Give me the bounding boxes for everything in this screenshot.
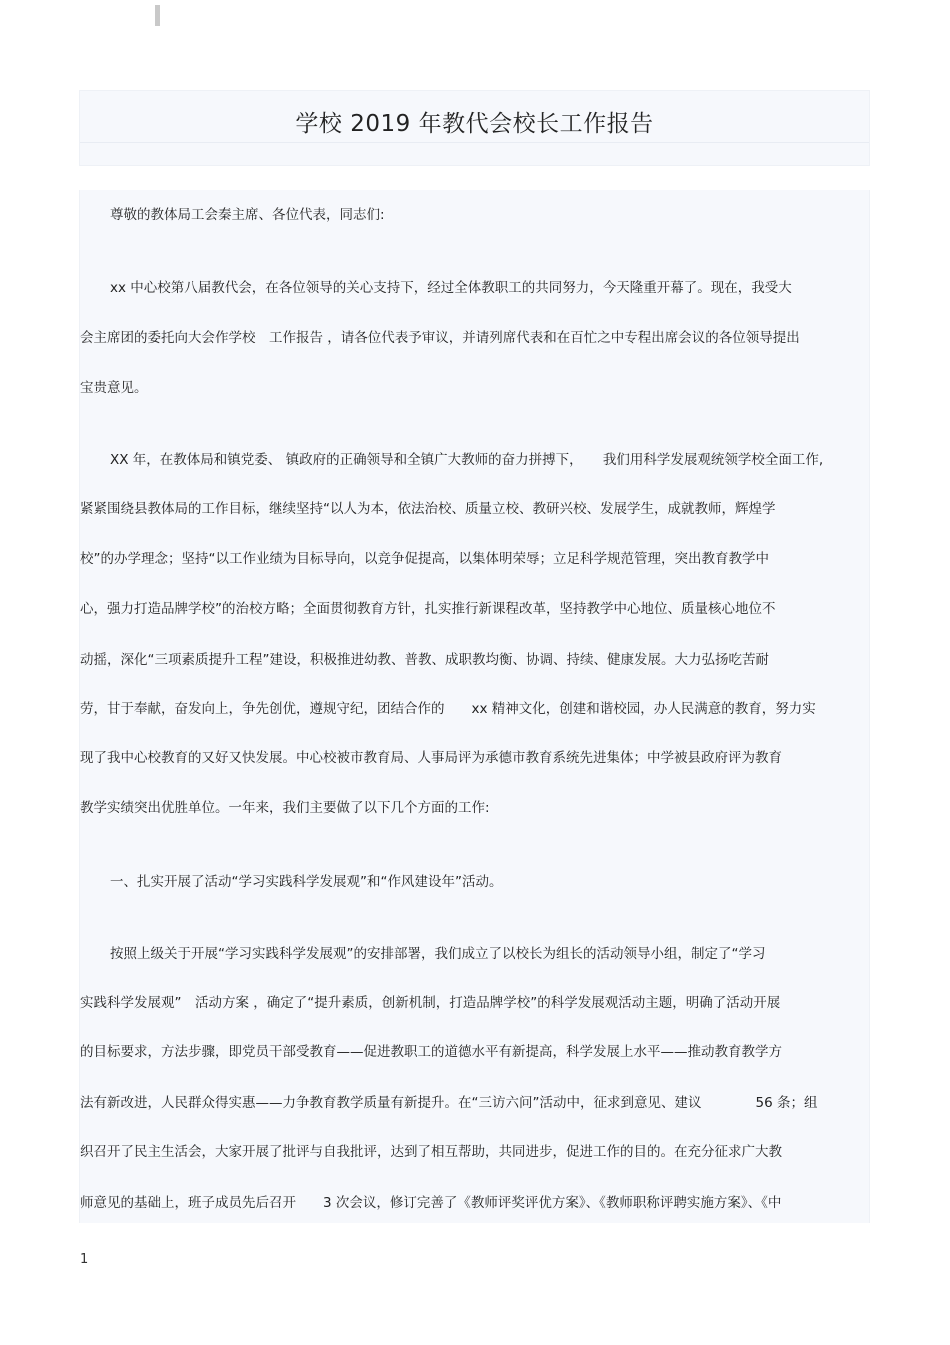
paragraph-line: 教学实绩突出优胜单位。一年来，我们主要做了以下几个方面的工作: [80,800,490,816]
paragraph-line: 织召开了民主生活会，大家开展了批评与自我批评，达到了相互帮助，共同进步，促进工作的目的。在充分征求广大教 [80,1144,782,1160]
paragraph-line: xx 中心校第八届教代会，在各位领导的关心支持下，经过全体教职工的共同努力，今天隆重开幕了。现在，我受大 [110,280,792,296]
page-number: 1 [80,1252,89,1267]
title-divider [80,142,869,143]
paragraph-line: 法有新改进，人民群众得实惠——力争教育教学质量有新提升。在“三访六问”活动中，征求到意见、建议 56 条；组 [80,1095,818,1111]
paragraph-line: 动摇，深化“三项素质提升工程”建设，积极推进幼教、普教、成职教均衡、协调、持续、健康发展。大力弘扬吃苦耐 [80,652,769,668]
paragraph-line: XX 年，在教体局和镇党委、 镇政府的正确领导和全镇广大教师的奋力拼搏下， 我们用科学发展观统领学校全面工作, [110,452,824,468]
paragraph-line: 实践科学发展观” 活动方案 ，确定了“提升素质，创新机制，打造品牌学校”的科学发展观活动主题，明确了活动开展 [80,995,781,1011]
paragraph-line: 心，强力打造品牌学校”的治校方略；全面贯彻教育方针，扎实推行新课程改革，坚持教学中心地位、质量核心地位不 [80,601,776,617]
paragraph-line: 宝贵意见。 [80,380,148,396]
paragraph-line: 现了我中心校教育的又好又快发展。中心校被市教育局、人事局评为承德市教育系统先进集体；中学被县政府评为教育 [80,750,782,766]
paragraph-line: 师意见的基础上，班子成员先后召开 3 次会议，修订完善了《教师评奖评优方案》、《教师职称评聘实施方案》、《中 [80,1195,782,1211]
title-box [79,90,870,166]
paragraph-line: 的目标要求，方法步骤，即党员干部受教育——促进教职工的道德水平有新提高，科学发展上水平——推动教育教学方 [80,1044,782,1060]
section-heading: 一、扎实开展了活动“学习实践科学发展观”和“作风建设年”活动。 [110,874,503,890]
paragraph-line: 校”的办学理念；坚持“以工作业绩为目标导向，以竞争促提高，以集体明荣辱；立足科学规范管理，突出教育教学中 [80,551,769,567]
corner-mark [155,5,160,26]
document-title: 学校 2019 年教代会校长工作报告 [295,111,654,137]
paragraph-line: 会主席团的委托向大会作学校 工作报告 ，请各位代表予审议，并请列席代表和在百忙之中专程出席会议的各位领导提出 [80,330,800,346]
paragraph-line: 劳，甘于奉献，奋发向上，争先创优，遵规守纪，团结合作的 xx 精神文化，创建和谐校园，办人民满意的教育，努力实 [80,701,816,717]
paragraph-line: 紧紧围绕县教体局的工作目标，继续坚持“以人为本，依法治校、质量立校、教研兴校、发展学生，成就教师，辉煌学 [80,501,776,517]
salutation-line: 尊敬的教体局工会秦主席、各位代表，同志们: [110,207,385,223]
paragraph-line: 按照上级关于开展“学习实践科学发展观”的安排部署，我们成立了以校长为组长的活动领导小组，制定了“学习 [110,946,766,962]
